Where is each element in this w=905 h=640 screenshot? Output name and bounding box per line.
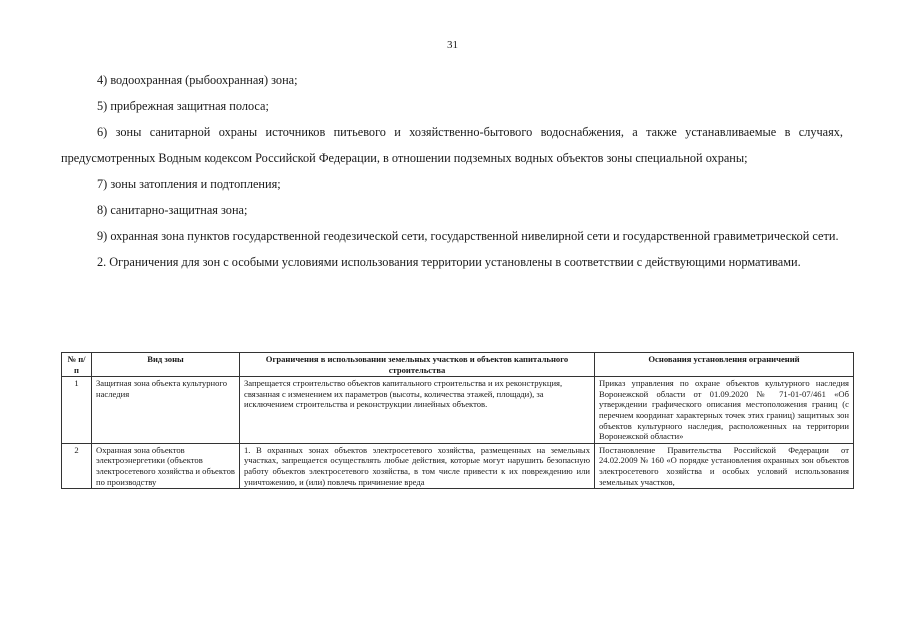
restrictions-intro-paragraph: 2. Ограничения для зон с особыми условиями использования территории установлены в соответствии с действующими нормативами.: [97, 255, 801, 269]
table-header-row: [62, 353, 854, 377]
list-item-sanitary-protection-zone: 8) санитарно-защитная зона;: [97, 203, 248, 217]
cell-restrictions: Запрещается строительство объектов капитального строительства и их реконструкция, связанная с изменением их параметров (высоты, количества этажей, площади), за исключением строительства и реконструкции линейных объектов.: [240, 377, 595, 444]
header-zone-type: Вид зоны: [92, 353, 240, 377]
header-num: № п/п: [62, 353, 92, 377]
cell-zone-type: Защитная зона объекта культурного наследия: [92, 377, 240, 444]
header-restrictions: Ограничения в использовании земельных участков и объектов капитального строительства: [240, 353, 595, 377]
list-item-coastal-strip: 5) прибрежная защитная полоса;: [97, 99, 269, 113]
cell-num: 1: [62, 377, 92, 444]
header-basis: Основания установления ограничений: [595, 353, 854, 377]
page-number: 31: [447, 39, 458, 51]
restrictions-table: [61, 352, 854, 489]
cell-restrictions: 1. В охранных зонах объектов электросетевого хозяйства, размещенных на земельных участках, запрещается осуществлять любые действия, которые могут нарушить безопасную работу объектов электросетевого хозяйства, в том числе привести к их повреждению или уничтожению, и (или) повлечь причинение вреда: [240, 443, 595, 488]
cell-zone-type: Охранная зона объектов электроэнергетики (объектов электросетевого хозяйства и объектов по производству: [92, 443, 240, 488]
body-text: [61, 67, 843, 275]
list-item-water-protection-zone: 4) водоохранная (рыбоохранная) зона;: [97, 73, 298, 87]
table-row: [62, 377, 854, 444]
cell-basis: Приказ управления по охране объектов культурного наследия Воронежской области от 01.09.2020 № 71-01-07/461 «Об утверждении графического описания местоположения границ (с перечнем координат характерных точек этих границ) защитных зон объектов культурного наследия, расположенных на территории Воронежской области»: [595, 377, 854, 444]
cell-num: 2: [62, 443, 92, 488]
cell-basis: Постановление Правительства Российской Федерации от 24.02.2009 № 160 «О порядке установления охранных зон объектов электросетевого хозяйства и особых условий использования земельных участков,: [595, 443, 854, 488]
list-item-sanitary-zones: 6) зоны санитарной охраны источников питьевого и хозяйственно-бытового водоснабжения, а также устанавливаемые в случаях, предусмотренных Водным кодексом Российской Федерации, в отношении подземных водных объектов зоны специальной охраны;: [61, 125, 843, 165]
list-item-flood-zones: 7) зоны затопления и подтопления;: [97, 177, 281, 191]
table-row: [62, 443, 854, 488]
list-item-geodetic-network-zone: 9) охранная зона пунктов государственной геодезической сети, государственной нивелирной сети и государственной гравиметрической сети.: [97, 229, 839, 243]
